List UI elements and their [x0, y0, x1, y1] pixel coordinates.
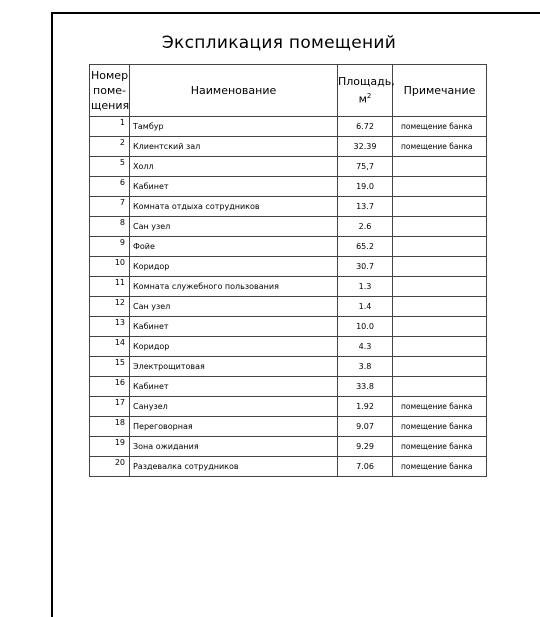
- room-number: 12: [90, 297, 130, 317]
- room-name: Электрощитовая: [130, 357, 338, 377]
- room-name: Тамбур: [130, 117, 338, 137]
- table-row: [90, 117, 487, 137]
- room-area: 2.6: [338, 217, 393, 237]
- table-row: [90, 457, 487, 477]
- table-row: [90, 177, 487, 197]
- room-name: Фойе: [130, 237, 338, 257]
- room-name: Сан узел: [130, 217, 338, 237]
- room-note: [393, 317, 487, 337]
- header-area-label: Площадь, м: [338, 75, 395, 106]
- room-note: [393, 297, 487, 317]
- room-name: Раздевалка сотрудников: [130, 457, 338, 477]
- room-note: [393, 377, 487, 397]
- room-area: 9.07: [338, 417, 393, 437]
- room-name: Кабинет: [130, 317, 338, 337]
- room-number: 20: [90, 457, 130, 477]
- room-area: 65.2: [338, 237, 393, 257]
- room-name: Коридор: [130, 257, 338, 277]
- room-area: 6.72: [338, 117, 393, 137]
- room-area: 13.7: [338, 197, 393, 217]
- room-number: 14: [90, 337, 130, 357]
- room-note: помещение банка: [393, 457, 487, 477]
- room-number: 5: [90, 157, 130, 177]
- room-area: 10.0: [338, 317, 393, 337]
- header-name: Наименование: [130, 65, 338, 117]
- table-row: [90, 197, 487, 217]
- room-area: 33.8: [338, 377, 393, 397]
- room-name: Сан узел: [130, 297, 338, 317]
- room-number: 2: [90, 137, 130, 157]
- room-note: [393, 197, 487, 217]
- header-note: Примечание: [393, 65, 487, 117]
- room-number: 17: [90, 397, 130, 417]
- table-row: [90, 337, 487, 357]
- room-number: 16: [90, 377, 130, 397]
- page-title: Экспликация помещений: [161, 33, 397, 53]
- room-note: помещение банка: [393, 437, 487, 457]
- room-number: 8: [90, 217, 130, 237]
- room-note: помещение банка: [393, 117, 487, 137]
- room-number: 19: [90, 437, 130, 457]
- room-note: помещение банка: [393, 137, 487, 157]
- room-area: 75,7: [338, 157, 393, 177]
- room-area: 3.8: [338, 357, 393, 377]
- table-row: [90, 317, 487, 337]
- room-number: 10: [90, 257, 130, 277]
- table-row: [90, 277, 487, 297]
- room-name: Зона ожидания: [130, 437, 338, 457]
- table-row: [90, 297, 487, 317]
- header-area: [338, 65, 393, 117]
- room-area: 7.06: [338, 457, 393, 477]
- table-row: [90, 237, 487, 257]
- table-row: [90, 417, 487, 437]
- room-note: помещение банка: [393, 417, 487, 437]
- room-number: 7: [90, 197, 130, 217]
- room-area: 9.29: [338, 437, 393, 457]
- room-name: Клиентский зал: [130, 137, 338, 157]
- table-row: [90, 157, 487, 177]
- room-number: 11: [90, 277, 130, 297]
- room-area: 30.7: [338, 257, 393, 277]
- table-row: [90, 437, 487, 457]
- room-note: [393, 277, 487, 297]
- room-note: помещение банка: [393, 397, 487, 417]
- room-name: Коридор: [130, 337, 338, 357]
- table-row: [90, 377, 487, 397]
- room-area: 19.0: [338, 177, 393, 197]
- room-note: [393, 217, 487, 237]
- room-note: [393, 237, 487, 257]
- table-header-row: [90, 65, 487, 117]
- room-note: [393, 177, 487, 197]
- room-area: 1.92: [338, 397, 393, 417]
- room-name: Санузел: [130, 397, 338, 417]
- room-note: [393, 157, 487, 177]
- table-row: [90, 257, 487, 277]
- room-note: [393, 257, 487, 277]
- room-number: 15: [90, 357, 130, 377]
- table-row: [90, 397, 487, 417]
- room-name: Холл: [130, 157, 338, 177]
- room-number: 1: [90, 117, 130, 137]
- table-row: [90, 357, 487, 377]
- room-name: Комната отдыха сотрудников: [130, 197, 338, 217]
- room-area: 32.39: [338, 137, 393, 157]
- table-row: [90, 137, 487, 157]
- room-note: [393, 357, 487, 377]
- header-number: Номер поме- щения: [90, 65, 130, 117]
- room-area: 1.3: [338, 277, 393, 297]
- room-area: 1.4: [338, 297, 393, 317]
- room-number: 18: [90, 417, 130, 437]
- room-name: Переговорная: [130, 417, 338, 437]
- room-name: Кабинет: [130, 377, 338, 397]
- table-row: [90, 217, 487, 237]
- room-number: 6: [90, 177, 130, 197]
- room-note: [393, 337, 487, 357]
- room-name: Кабинет: [130, 177, 338, 197]
- rooms-table: [89, 64, 487, 477]
- room-name: Комната служебного пользования: [130, 277, 338, 297]
- header-area-superscript: 2: [366, 92, 372, 101]
- room-number: 9: [90, 237, 130, 257]
- room-number: 13: [90, 317, 130, 337]
- room-area: 4.3: [338, 337, 393, 357]
